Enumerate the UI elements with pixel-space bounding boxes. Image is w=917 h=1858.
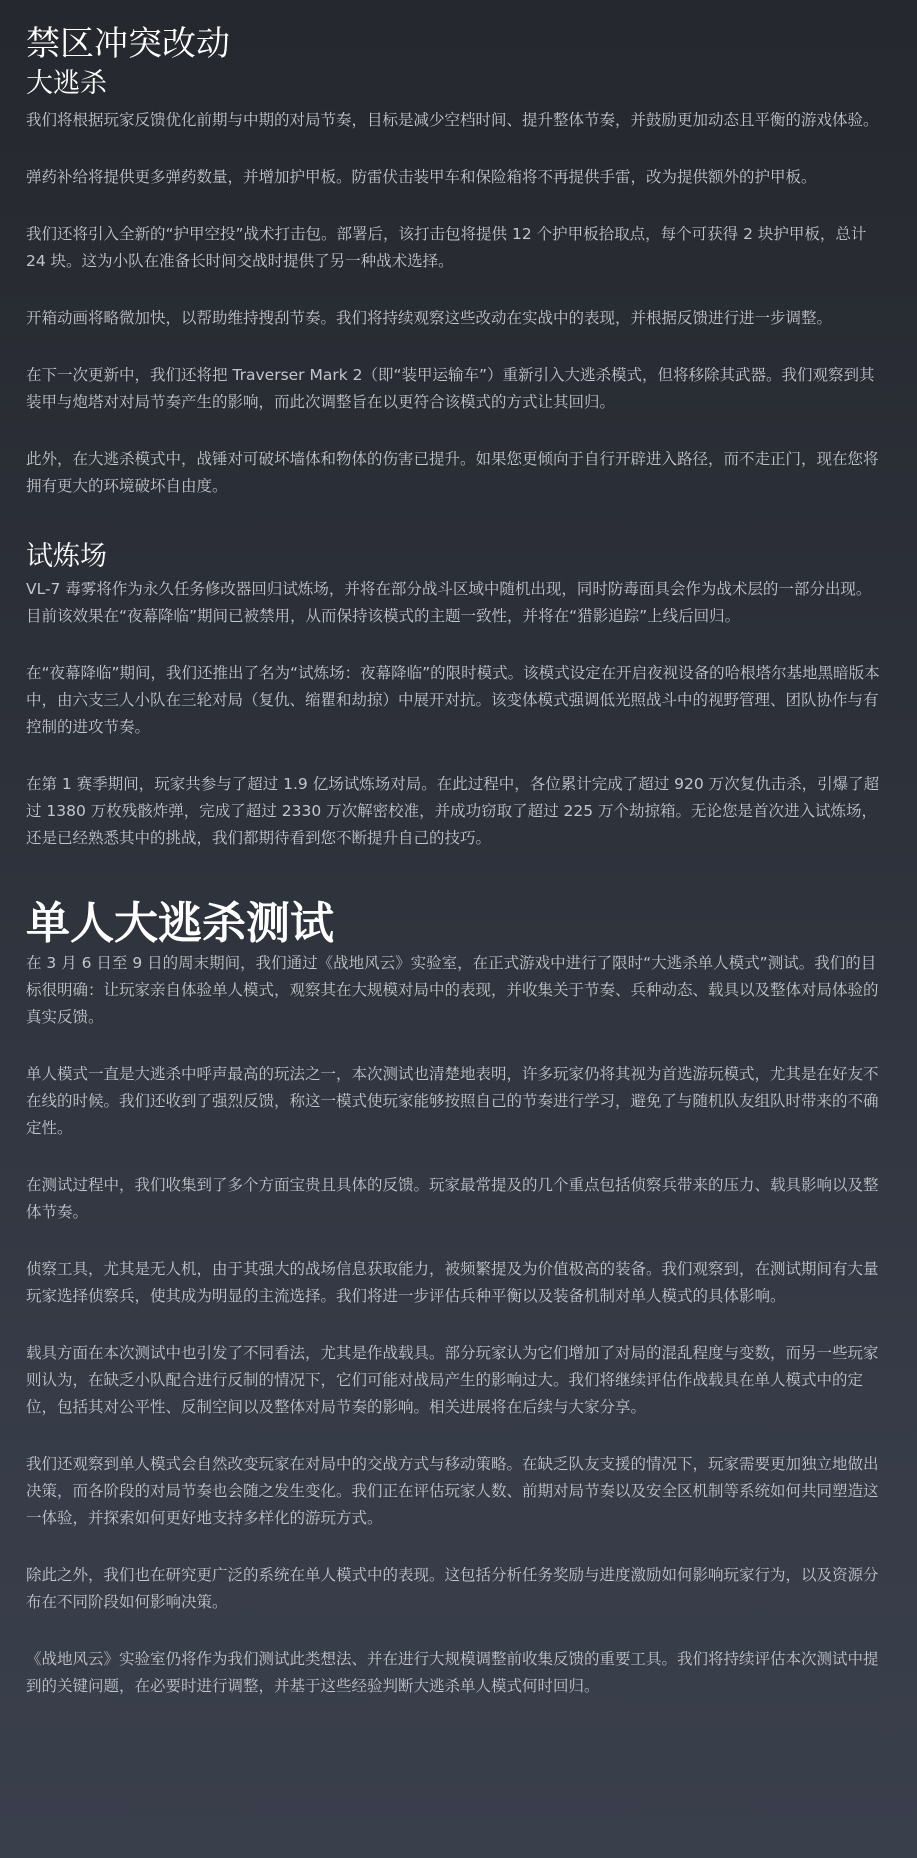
- paragraph: 在 3 月 6 日至 9 日的周末期间，我们通过《战地风云》实验室，在正式游戏中进行了限时“大逃杀单人模式”测试。我们的目标很明确：让玩家亲自体验单人模式，观察其在大规模对局中的表现，并收集关于节奏、兵种动态、载具以及整体对局体验的真实反馈。: [26, 954, 879, 1026]
- paragraph: 在“夜幕降临”期间，我们还推出了名为“试炼场：夜幕降临”的限时模式。该模式设定在开启夜视设备的哈根塔尔基地黑暗版本中，由六支三人小队在三轮对局（复仇、缩瞿和劫掠）中展开对抗。该变体模式强调低光照战斗中的视野管理、团队协作与有控制的进攻节奏。: [26, 664, 880, 736]
- paragraph: VL-7 毒雾将作为永久任务修改器回归试炼场，并将在部分战斗区域中随机出现，同时防毒面具会作为战术层的一部分出现。目前该效果在“夜幕降临”期间已被禁用，从而保持该模式的主题一致性，并将在“猎影追踪”上线后回归。: [26, 580, 872, 625]
- paragraph: 我们还观察到单人模式会自然改变玩家在对局中的交战方式与移动策略。在缺乏队友支援的情况下，玩家需要更加独立地做出决策，而各阶段的对局节奏也会随之发生变化。我们正在评估玩家人数、前期对局节奏以及安全区机制等系统如何共同塑造这一体验，并探索如何更好地支持多样化的游玩方式。: [26, 1455, 879, 1527]
- paragraph: 在下一次更新中，我们还将把 Traverser Mark 2（即“装甲运输车”）重新引入大逃杀模式，但将移除其武器。我们观察到其装甲与炮塔对对局节奏产生的影响，而此次调整旨在以更符合该模式的方式让其回归。: [26, 366, 875, 411]
- paragraph: 我们还将引入全新的“护甲空投”战术打击包。部署后，该打击包将提供 12 个护甲板拾取点，每个可获得 2 块护甲板，总计 24 块。这为小队在准备长时间交战时提供了另一种战术选择。: [26, 225, 867, 270]
- paragraph: 载具方面在本次测试中也引发了不同看法，尤其是作战载具。部分玩家认为它们增加了对局的混乱程度与变数，而另一些玩家则认为，在缺乏小队配合进行反制的情况下，它们可能对战局产生的影响过大。我们将继续评估作战载具在单人模式中的定位，包括其对公平性、反制空间以及整体对局节奏的影响。相关进展将在后续与大家分享。: [26, 1344, 879, 1416]
- paragraph: 在测试过程中，我们收集到了多个方面宝贵且具体的反馈。玩家最常提及的几个重点包括侦察兵带来的压力、载具影响以及整体节奏。: [26, 1176, 879, 1221]
- paragraph: 开箱动画将略微加快，以帮助维持搜刮节奏。我们将持续观察这些改动在实战中的表现，并根据反馈进行进一步调整。: [26, 309, 833, 327]
- paragraph: 单人模式一直是大逃杀中呼声最高的玩法之一，本次测试也清楚地表明，许多玩家仍将其视为首选游玩模式，尤其是在好友不在线的时候。我们还收到了强烈反馈，称这一模式使玩家能够按照自己的节奏进行学习，避免了与随机队友组队时带来的不确定性。: [26, 1065, 879, 1137]
- paragraph: 我们将根据玩家反馈优化前期与中期的对局节奏，目标是减少空档时间、提升整体节奏，并鼓励更加动态且平衡的游戏体验。: [26, 111, 879, 129]
- paragraph: 除此之外，我们也在研究更广泛的系统在单人模式中的表现。这包括分析任务奖励与进度激励如何影响玩家行为，以及资源分布在不同阶段如何影响决策。: [26, 1566, 879, 1611]
- paragraph: 《战地风云》实验室仍将作为我们测试此类想法、并在进行大规模调整前收集反馈的重要工具。我们将持续评估本次测试中提到的关键问题，在必要时进行调整，并基于这些经验判断大逃杀单人模式何时回归。: [26, 1650, 879, 1695]
- page-title: 禁区冲突改动: [26, 24, 230, 64]
- section-heading-gauntlet: 试炼场: [26, 541, 107, 572]
- section-heading-battle-royale: 大逃杀: [26, 68, 107, 99]
- section-heading-solo-br-test: 单人大逃杀测试: [26, 898, 334, 949]
- paragraph: 在第 1 赛季期间，玩家共参与了超过 1.9 亿场试炼场对局。在此过程中，各位累计完成了超过 920 万次复仇击杀，引爆了超过 1380 万枚残骸炸弹，完成了超过 2330 万次解密校准，并成功窃取了超过 225 万个劫掠箱。无论您是首次进入试炼场，还是已经熟悉其中的挑战，我们都期待看到您不断提升自己的技巧。: [26, 775, 880, 847]
- paragraph: 弹药补给将提供更多弹药数量，并增加护甲板。防雷伏击装甲车和保险箱将不再提供手雷，改为提供额外的护甲板。: [26, 168, 817, 186]
- paragraph: 此外，在大逃杀模式中，战锤对可破坏墙体和物体的伤害已提升。如果您更倾向于自行开辟进入路径，而不走正门，现在您将拥有更大的环境破坏自由度。: [26, 450, 879, 495]
- paragraph: 侦察工具，尤其是无人机，由于其强大的战场信息获取能力，被频繁提及为价值极高的装备。我们观察到，在测试期间有大量玩家选择侦察兵，使其成为明显的主流选择。我们将进一步评估兵种平衡以及装备机制对单人模式的具体影响。: [26, 1260, 879, 1305]
